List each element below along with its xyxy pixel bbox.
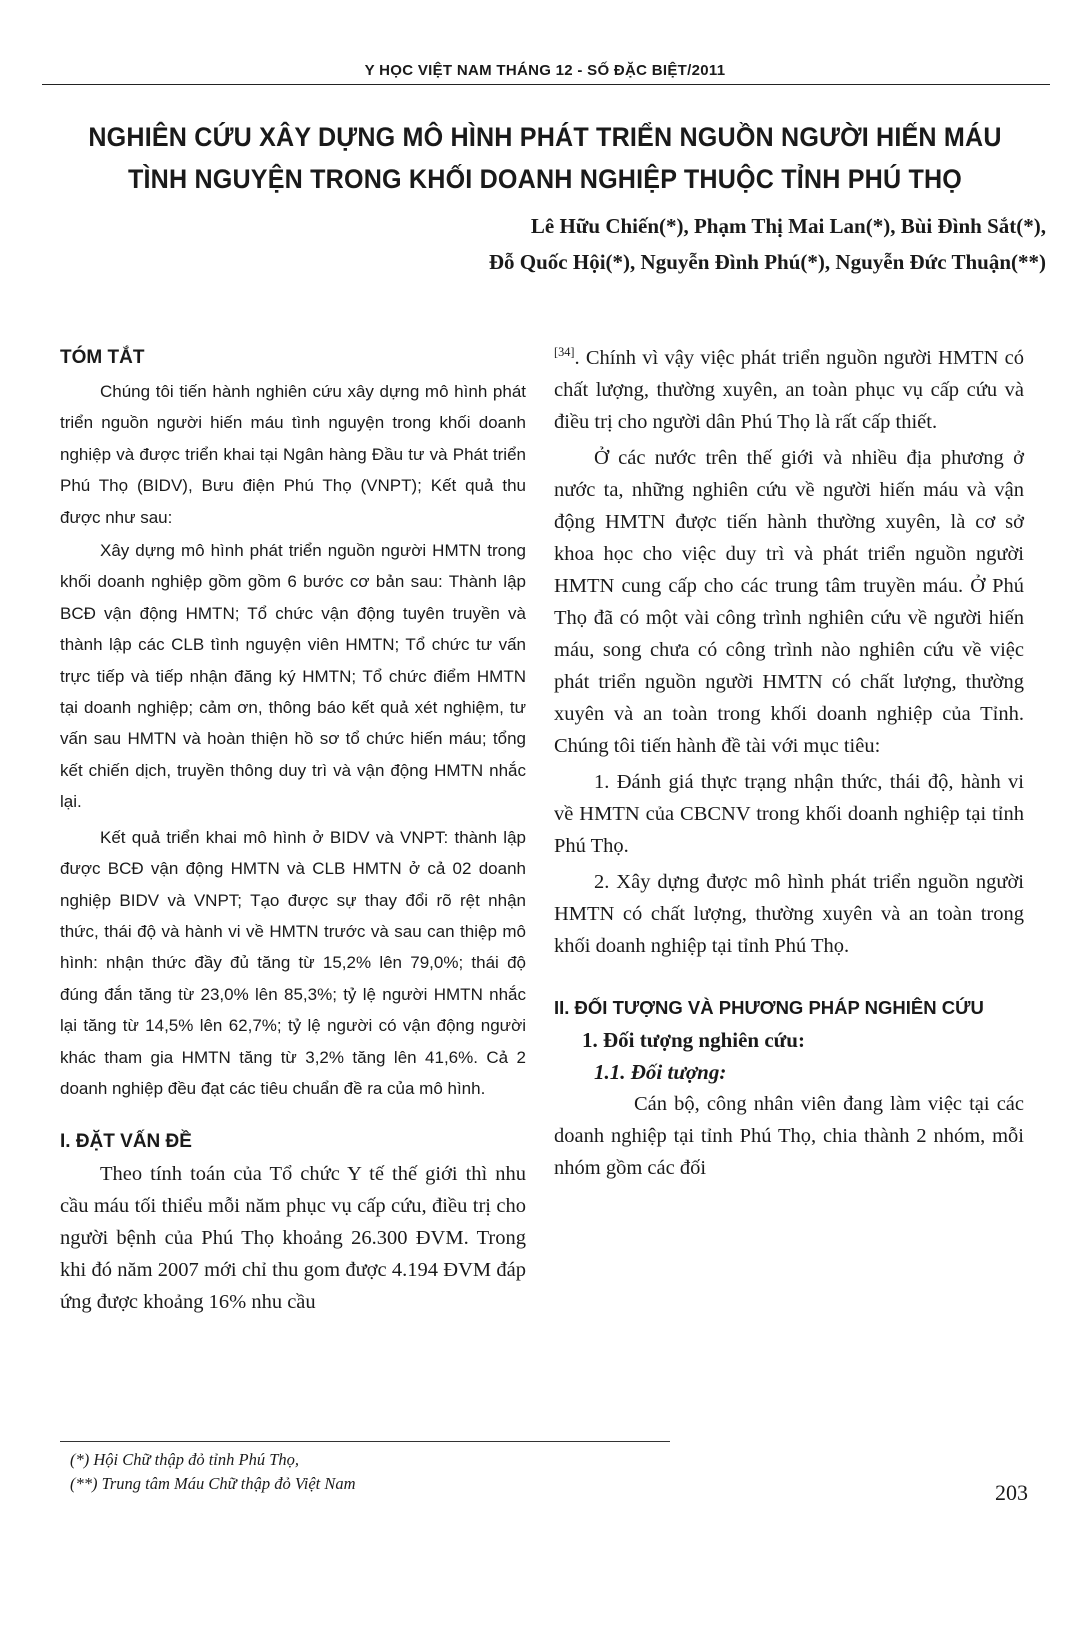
footnote-2: (**) Trung tâm Máu Chữ thập đỏ Việt Nam [70, 1474, 356, 1493]
abstract-heading: TÓM TẮT [60, 347, 145, 368]
left-column [60, 342, 526, 1318]
right-column [554, 342, 1024, 1184]
footnotes [70, 1448, 670, 1496]
author-list [146, 208, 1046, 280]
section-1-paragraph-2: Ở các nước trên thế giới và nhiều địa phương ở nước ta, những nghiên cứu về người hiến máu và vận động HMTN được tiến hành thường xuyên, là cơ sở khoa học cho việc duy trì và phát triển nguồn người HMTN cung cấp cho các trung tâm truyền máu. Ở Phú Thọ đã có một vài công trình nghiên cứu về người hiến máu, song chưa có công trình nào nghiên cứu về việc phát triển nguồn người HMTN có chất lượng, thường xuyên và an toàn trong khối doanh nghiệp của Tỉnh. Chúng tôi tiến hành đề tài với mục tiêu: [554, 447, 1024, 757]
section-1-paragraph-1-text: Theo tính toán của Tổ chức Y tế thế giới thì nhu cầu máu tối thiểu mỗi năm phục vụ cấp cứu, điều trị cho người bệnh của Phú Thọ khoảng 26.300 ĐVM. Trong khi đó năm 2007 mới chỉ thu gom được 4.194 ĐVM đáp ứng được khoảng 16% nhu cầu [60, 1163, 526, 1314]
article-title-line-1: NGHIÊN CỨU XÂY DỰNG MÔ HÌNH PHÁT TRIỂN NGUỒN NGƯỜI HIẾN MÁU [88, 122, 1002, 152]
abstract-paragraph-1: Chúng tôi tiến hành nghiên cứu xây dựng mô hình phát triển nguồn người hiến máu tình nguyện trong khối doanh nghiệp và được triển khai tại Ngân hàng Đầu tư và Phát triển Phú Thọ (BIDV), Bưu điện Phú Thọ (VNPT); Kết quả thu được như sau: [60, 382, 526, 527]
subsection-1-heading: 1. Đối tượng nghiên cứu: [582, 1028, 805, 1052]
abstract-paragraph-3: Kết quả triển khai mô hình ở BIDV và VNPT: thành lập được BCĐ vận động HMTN và CLB HMTN ở cả 02 doanh nghiệp BIDV và VNPT; Tạo được sự thay đổi rõ rệt nhận thức, thái độ và hành vi về HMTN trước và sau can thiệp mô hình: nhận thức đầy đủ tăng từ 15,2% lên 79,0%; thái độ đúng đắn tăng từ 23,0% lên 85,3%; tỷ lệ người HMTN nhắc lại tăng từ 14,5% lên 62,7%; tỷ lệ người có vận động người khác tham gia HMTN tăng từ 3,2% tăng lên 41,6%. Cả 2 doanh nghiệp đều đạt các tiêu chuẩn đề ra của mô hình. [60, 827, 526, 1098]
journal-header: Y HỌC VIỆT NAM THÁNG 12 - SỐ ĐẶC BIỆT/2011 [364, 62, 726, 79]
section-2-paragraph-1: Cán bộ, công nhân viên đang làm việc tại các doanh nghiệp tại tỉnh Phú Thọ, chia thành 2 nhóm, mỗi nhóm gồm các đối [554, 1093, 1024, 1179]
footnote-1: (*) Hội Chữ thập đỏ tỉnh Phú Thọ, [70, 1450, 300, 1469]
footnote-rule [60, 1441, 670, 1442]
citation-ref: [34] [554, 345, 575, 360]
objectives-list [554, 766, 1024, 962]
abstract-paragraph-2: Xây dựng mô hình phát triển nguồn người HMTN trong khối doanh nghiệp gồm gồm 6 bước cơ bản sau: Thành lập BCĐ vận động HMTN; Tổ chức vận động tuyên truyền và thành lập các CLB tình nguyện viên HMTN; Tổ chức tư vấn trực tiếp và tiếp nhận đăng ký HMTN; Tổ chức điểm HMTN tại doanh nghiệp; cảm ơn, thông báo kết quả xét nghiệm, tư vấn sau HMTN và hoàn thiện hồ sơ tổ chức hiến máu; tổng kết chiến dịch, truyền thông duy trì và vận động HMTN nhắc lại. [60, 541, 526, 812]
abstract-body [60, 376, 526, 1104]
article-title-line-2: TÌNH NGUYỆN TRONG KHỐI DOANH NGHIỆP THUỘC TỈNH PHÚ THỌ [127, 164, 963, 194]
objective-1: 1. Đánh giá thực trạng nhận thức, thái độ, hành vi về HMTN của CBCNV trong khối doanh nghiệp tại tỉnh Phú Thọ. [554, 771, 1024, 857]
page-number: 203 [995, 1480, 1028, 1505]
article-title [75, 116, 1014, 200]
header-rule [42, 84, 1050, 85]
author-line-2: Đỗ Quốc Hội(*), Nguyễn Đình Phú(*), Nguyễn Đức Thuận(**) [488, 250, 1046, 274]
subsection-1-1-heading: 1.1. Đối tượng: [594, 1060, 727, 1084]
section-1-intro [60, 1158, 526, 1318]
author-line-1: Lê Hữu Chiến(*), Phạm Thị Mai Lan(*), Bùi Đình Sắt(*), [530, 214, 1046, 238]
objective-2: 2. Xây dựng được mô hình phát triển nguồn người HMTN có chất lượng, thường xuyên và an toàn trong khối doanh nghiệp tại tỉnh Phú Thọ. [554, 871, 1024, 957]
section-1-paragraph-1-cont-text: . Chính vì vậy việc phát triển nguồn người HMTN có chất lượng, thường xuyên, an toàn phục vụ cấp cứu và điều trị cho người dân Phú Thọ là rất cấp thiết. [554, 347, 1024, 433]
section-1-paragraph-1-continued [554, 342, 1024, 438]
section-1-paragraph-1-start [60, 1158, 526, 1318]
section-1-heading: I. ĐẶT VẤN ĐỀ [60, 1131, 192, 1153]
section-2-heading: II. ĐỐI TƯỢNG VÀ PHƯƠNG PHÁP NGHIÊN CỨU [554, 997, 984, 1018]
